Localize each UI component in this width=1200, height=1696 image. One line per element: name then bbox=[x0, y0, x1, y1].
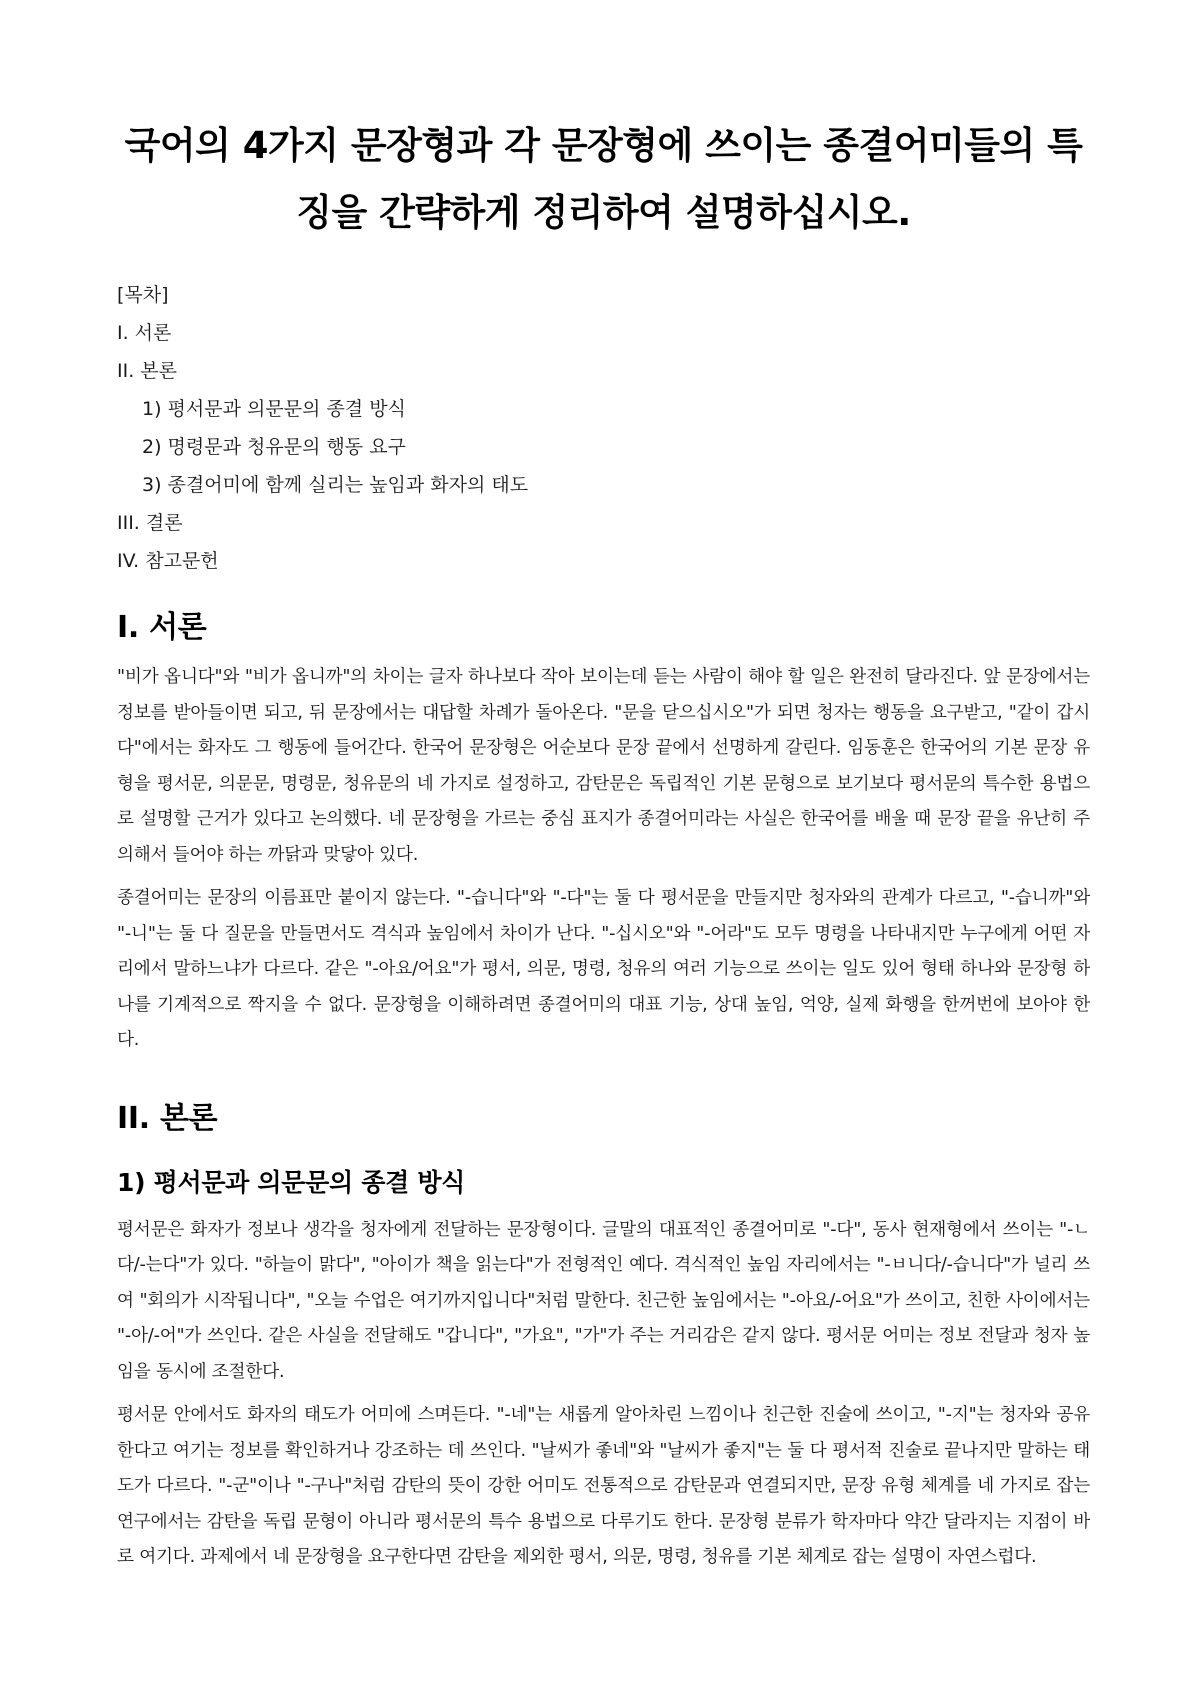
table-of-contents bbox=[117, 276, 1090, 580]
toc-item-body: II. 본론 bbox=[117, 360, 177, 382]
document-title: 국어의 4가지 문장형과 각 문장형에 쓰이는 종결어미들의 특징을 간략하게 정리하여 설명하십시오. bbox=[124, 124, 1083, 234]
subsection-heading-1: 1) 평서문과 의문문의 종결 방식 bbox=[117, 1167, 466, 1197]
toc-heading: [목차] bbox=[117, 284, 169, 306]
toc-item-sub1: 1) 평서문과 의문문의 종결 방식 bbox=[142, 398, 406, 420]
section-heading-body: II. 본론 bbox=[117, 1100, 218, 1136]
toc-item-conclusion: III. 결론 bbox=[117, 512, 183, 534]
toc-item-references: IV. 참고문헌 bbox=[117, 550, 219, 572]
toc-item-intro: I. 서론 bbox=[117, 322, 172, 344]
body-paragraph-1: 평서문은 화자가 정보나 생각을 청자에게 전달하는 문장형이다. 글말의 대표적인 종결어미로 "-다", 동사 현재형에서 쓰이는 "-ㄴ다/-는다"가 있다. "하늘이 맑다", "아이가 책을 읽는다"가 전형적인 예다. 격식적인 높임 자리에서는 "-ㅂ니다/-습니다"가 널리 쓰여 "회의가 시작됩니다", "오늘 수업은 여기까지입니다"처럼 말한다. 친근한 높임에서는 "-아요/-어요"가 쓰이고, 친한 사이에서는 "-아/-어"가 쓰인다. 같은 사실을 전달해도 "갑니다", "가요", "가"가 주는 거리감은 같지 않다. 평서문 어미는 정보 전달과 청자 높임을 동시에 조절한다. bbox=[117, 1219, 1090, 1382]
section-heading-intro: I. 서론 bbox=[117, 610, 207, 645]
body-paragraph-2: 평서문 안에서도 화자의 태도가 어미에 스며든다. "-네"는 새롭게 알아차린 느낌이나 친근한 진술에 쓰이고, "-지"는 청자와 공유한다고 여기는 정보를 확인하거나 강조하는 데 쓰인다. "날씨가 좋네"와 "날씨가 좋지"는 둘 다 평서적 진술로 끝나지만 말하는 태도가 다르다. "-군"이나 "-구나"처럼 감탄의 뜻이 강한 어미도 전통적으로 감탄문과 연결되지만, 문장 유형 체계를 네 가지로 잡는 연구에서는 감탄을 독립 문형이 아니라 평서문의 특수 용법으로 다루기도 한다. 문장형 분류가 학자마다 약간 달라지는 지점이 바로 여기다. 과제에서 네 문장형을 요구한다면 감탄을 제외한 평서, 의문, 명령, 청유를 기본 체계로 잡는 설명이 자연스럽다. bbox=[117, 1405, 1090, 1567]
intro-paragraph-1: "비가 옵니다"와 "비가 옵니까"의 차이는 글자 하나보다 작아 보이는데 듣는 사람이 해야 할 일은 완전히 달라진다. 앞 문장에서는 정보를 받아들이면 되고, 뒤 문장에서는 대답할 차례가 돌아온다. "문을 닫으십시오"가 되면 청자는 행동을 요구받고, "같이 갑시다"에서는 화자도 그 행동에 들어간다. 한국어 문장형은 어순보다 문장 끝에서 선명하게 갈린다. 임동훈은 한국어의 기본 문장 유형을 평서문, 의문문, 명령문, 청유문의 네 가지로 설정하고, 감탄문은 독립적인 기본 문형으로 보기보다 평서문의 특수한 용법으로 설명할 근거가 있다고 논의했다. 네 문장형을 가르는 중심 표지가 종결어미라는 사실은 한국어를 배울 때 문장 끝을 유난히 주의해서 들어야 하는 까닭과 맞닿아 있다. bbox=[117, 667, 1090, 865]
toc-item-sub2: 2) 명령문과 청유문의 행동 요구 bbox=[142, 436, 406, 458]
toc-item-sub3: 3) 종결어미에 함께 실리는 높임과 화자의 태도 bbox=[142, 474, 529, 496]
intro-paragraph-2: 종결어미는 문장의 이름표만 붙이지 않는다. "-습니다"와 "-다"는 둘 다 평서문을 만들지만 청자와의 관계가 다르고, "-습니까"와 "-니"는 둘 다 질문을 만들면서도 격식과 높임에서 차이가 난다. "-십시오"와 "-어라"도 모두 명령을 나타내지만 누구에게 어떤 자리에서 말하느냐가 다르다. 같은 "-아요/어요"가 평서, 의문, 명령, 청유의 여러 기능으로 쓰이는 일도 있어 형태 하나와 문장형 하나를 기계적으로 짝지을 수 없다. 문장형을 이해하려면 종결어미의 대표 기능, 상대 높임, 억양, 실제 화행을 한꺼번에 보아야 한다. bbox=[117, 888, 1090, 1050]
